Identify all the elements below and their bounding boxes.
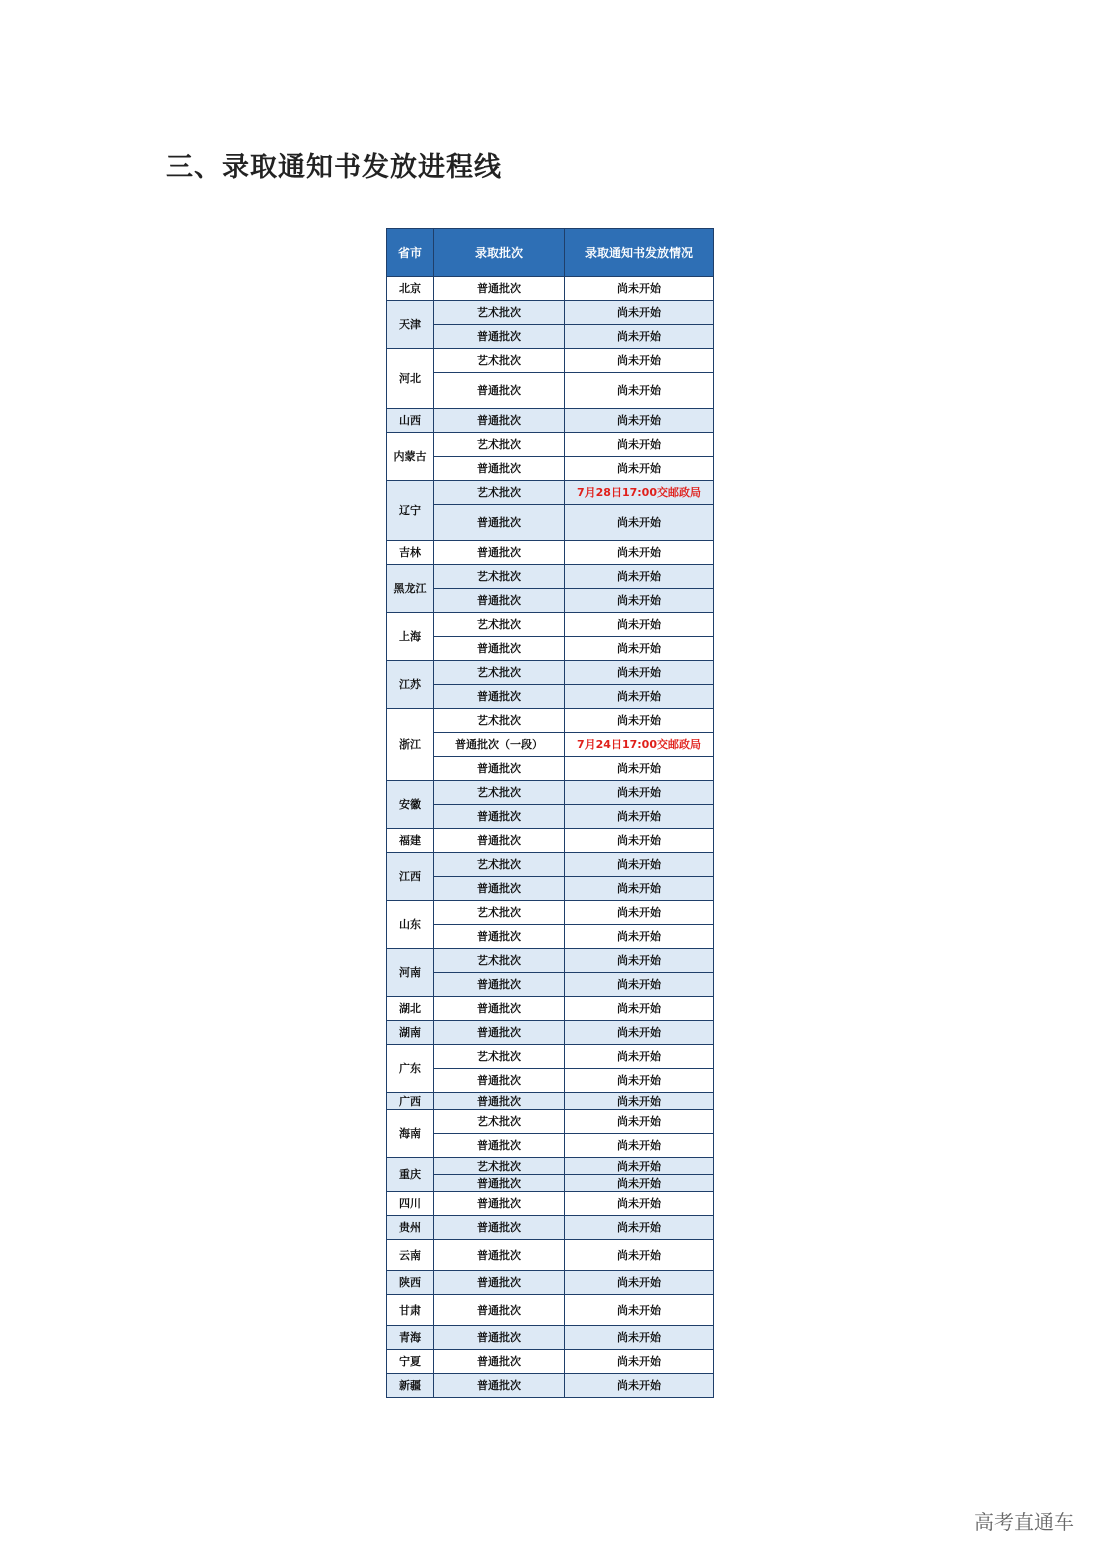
batch-cell: 普通批次 xyxy=(434,589,565,613)
batch-cell: 普通批次 xyxy=(434,1069,565,1093)
batch-cell: 普通批次 xyxy=(434,541,565,565)
status-cell: 尚未开始 xyxy=(565,637,714,661)
batch-cell: 普通批次 xyxy=(434,637,565,661)
province-cell: 福建 xyxy=(387,829,434,853)
table-row xyxy=(387,997,714,1021)
table-row xyxy=(387,349,714,373)
status-cell: 尚未开始 xyxy=(565,709,714,733)
status-cell: 尚未开始 xyxy=(565,853,714,877)
table-row xyxy=(387,1158,714,1175)
province-cell: 江苏 xyxy=(387,661,434,709)
batch-cell: 普通批次 xyxy=(434,457,565,481)
status-cell: 尚未开始 xyxy=(565,757,714,781)
footer-watermark: 高考直通车 xyxy=(974,1510,1074,1534)
table-row xyxy=(387,1192,714,1216)
table-row xyxy=(387,1326,714,1350)
status-cell: 尚未开始 xyxy=(565,409,714,433)
batch-cell: 艺术批次 xyxy=(434,1045,565,1069)
batch-cell: 普通批次 xyxy=(434,1175,565,1192)
header-status: 录取通知书发放情况 xyxy=(565,229,714,277)
status-cell: 尚未开始 xyxy=(565,457,714,481)
province-cell: 山西 xyxy=(387,409,434,433)
province-cell: 山东 xyxy=(387,901,434,949)
status-cell: 尚未开始 xyxy=(565,1240,714,1271)
batch-cell: 艺术批次 xyxy=(434,565,565,589)
table-row xyxy=(387,277,714,301)
batch-cell: 普通批次 xyxy=(434,973,565,997)
status-cell: 7月24日17:00交邮政局 xyxy=(565,733,714,757)
batch-cell: 艺术批次 xyxy=(434,481,565,505)
batch-cell: 普通批次 xyxy=(434,829,565,853)
table-row xyxy=(387,613,714,637)
batch-cell: 普通批次 xyxy=(434,373,565,409)
batch-cell: 普通批次 xyxy=(434,1350,565,1374)
province-cell: 新疆 xyxy=(387,1374,434,1398)
province-cell: 贵州 xyxy=(387,1216,434,1240)
batch-cell: 艺术批次 xyxy=(434,901,565,925)
table-row xyxy=(387,541,714,565)
batch-cell: 艺术批次 xyxy=(434,1158,565,1175)
batch-cell: 普通批次 xyxy=(434,277,565,301)
batch-cell: 普通批次 xyxy=(434,325,565,349)
status-cell: 尚未开始 xyxy=(565,1110,714,1134)
table-row xyxy=(387,1110,714,1134)
status-cell: 尚未开始 xyxy=(565,925,714,949)
table-row xyxy=(387,1350,714,1374)
status-cell: 尚未开始 xyxy=(565,1021,714,1045)
status-cell: 尚未开始 xyxy=(565,829,714,853)
status-cell: 尚未开始 xyxy=(565,661,714,685)
table-row xyxy=(387,949,714,973)
status-cell: 尚未开始 xyxy=(565,1326,714,1350)
batch-cell: 普通批次 xyxy=(434,997,565,1021)
table-row xyxy=(387,325,714,349)
province-cell: 北京 xyxy=(387,277,434,301)
batch-cell: 普通批次 xyxy=(434,685,565,709)
status-cell: 尚未开始 xyxy=(565,301,714,325)
table-row xyxy=(387,733,714,757)
status-cell: 7月28日17:00交邮政局 xyxy=(565,481,714,505)
table-row xyxy=(387,505,714,541)
province-cell: 四川 xyxy=(387,1192,434,1216)
table-row xyxy=(387,829,714,853)
province-cell: 安徽 xyxy=(387,781,434,829)
batch-cell: 普通批次 xyxy=(434,1295,565,1326)
province-cell: 陕西 xyxy=(387,1271,434,1295)
batch-cell: 艺术批次 xyxy=(434,853,565,877)
batch-cell: 普通批次 xyxy=(434,1271,565,1295)
table-row xyxy=(387,433,714,457)
batch-cell: 艺术批次 xyxy=(434,349,565,373)
province-cell: 内蒙古 xyxy=(387,433,434,481)
province-cell: 广东 xyxy=(387,1045,434,1093)
batch-cell: 普通批次 xyxy=(434,757,565,781)
batch-cell: 普通批次 xyxy=(434,925,565,949)
status-cell: 尚未开始 xyxy=(565,613,714,637)
table-row xyxy=(387,373,714,409)
table-row xyxy=(387,637,714,661)
table-row xyxy=(387,565,714,589)
table-row xyxy=(387,1271,714,1295)
status-cell: 尚未开始 xyxy=(565,1374,714,1398)
status-cell: 尚未开始 xyxy=(565,373,714,409)
status-cell: 尚未开始 xyxy=(565,565,714,589)
province-cell: 黑龙江 xyxy=(387,565,434,613)
table-row xyxy=(387,1295,714,1326)
table-body xyxy=(387,277,714,1398)
table-row xyxy=(387,409,714,433)
header-batch: 录取批次 xyxy=(434,229,565,277)
status-cell: 尚未开始 xyxy=(565,1216,714,1240)
batch-cell: 普通批次 xyxy=(434,1134,565,1158)
table-row xyxy=(387,1216,714,1240)
table-row xyxy=(387,925,714,949)
admission-notice-table xyxy=(386,228,714,1398)
province-cell: 云南 xyxy=(387,1240,434,1271)
province-cell: 辽宁 xyxy=(387,481,434,541)
batch-cell: 普通批次 xyxy=(434,1021,565,1045)
province-cell: 湖南 xyxy=(387,1021,434,1045)
batch-cell: 普通批次 xyxy=(434,877,565,901)
table-row xyxy=(387,1175,714,1192)
province-cell: 湖北 xyxy=(387,997,434,1021)
table-row xyxy=(387,1021,714,1045)
table-row xyxy=(387,457,714,481)
status-cell: 尚未开始 xyxy=(565,505,714,541)
batch-cell: 艺术批次 xyxy=(434,661,565,685)
status-cell: 尚未开始 xyxy=(565,349,714,373)
table-row xyxy=(387,781,714,805)
status-cell: 尚未开始 xyxy=(565,1175,714,1192)
status-cell: 尚未开始 xyxy=(565,1045,714,1069)
page-heading: 三、录取通知书发放进程线 xyxy=(166,152,502,183)
status-cell: 尚未开始 xyxy=(565,277,714,301)
table-row xyxy=(387,853,714,877)
table-row xyxy=(387,1134,714,1158)
header-province: 省市 xyxy=(387,229,434,277)
status-cell: 尚未开始 xyxy=(565,541,714,565)
province-cell: 青海 xyxy=(387,1326,434,1350)
status-cell: 尚未开始 xyxy=(565,949,714,973)
table-row xyxy=(387,901,714,925)
status-cell: 尚未开始 xyxy=(565,1350,714,1374)
table-row xyxy=(387,661,714,685)
status-cell: 尚未开始 xyxy=(565,1069,714,1093)
status-cell: 尚未开始 xyxy=(565,1158,714,1175)
status-cell: 尚未开始 xyxy=(565,325,714,349)
status-cell: 尚未开始 xyxy=(565,997,714,1021)
table-row xyxy=(387,1045,714,1069)
status-cell: 尚未开始 xyxy=(565,1295,714,1326)
province-cell: 河北 xyxy=(387,349,434,409)
province-cell: 上海 xyxy=(387,613,434,661)
status-cell: 尚未开始 xyxy=(565,973,714,997)
table-row xyxy=(387,1093,714,1110)
table-row xyxy=(387,685,714,709)
batch-cell: 普通批次 xyxy=(434,1374,565,1398)
batch-cell: 普通批次（一段） xyxy=(434,733,565,757)
batch-cell: 普通批次 xyxy=(434,1326,565,1350)
province-cell: 浙江 xyxy=(387,709,434,781)
province-cell: 宁夏 xyxy=(387,1350,434,1374)
status-cell: 尚未开始 xyxy=(565,1093,714,1110)
province-cell: 江西 xyxy=(387,853,434,901)
batch-cell: 普通批次 xyxy=(434,1240,565,1271)
status-cell: 尚未开始 xyxy=(565,685,714,709)
table-header-row xyxy=(387,229,714,277)
status-cell: 尚未开始 xyxy=(565,433,714,457)
batch-cell: 普通批次 xyxy=(434,805,565,829)
batch-cell: 艺术批次 xyxy=(434,613,565,637)
batch-cell: 艺术批次 xyxy=(434,301,565,325)
batch-cell: 普通批次 xyxy=(434,409,565,433)
status-cell: 尚未开始 xyxy=(565,589,714,613)
batch-cell: 普通批次 xyxy=(434,1093,565,1110)
table-row xyxy=(387,301,714,325)
province-cell: 海南 xyxy=(387,1110,434,1158)
batch-cell: 艺术批次 xyxy=(434,781,565,805)
table-row xyxy=(387,481,714,505)
table-row xyxy=(387,805,714,829)
batch-cell: 艺术批次 xyxy=(434,709,565,733)
status-cell: 尚未开始 xyxy=(565,805,714,829)
table-row xyxy=(387,1069,714,1093)
province-cell: 河南 xyxy=(387,949,434,997)
table-row xyxy=(387,757,714,781)
table-row xyxy=(387,877,714,901)
status-cell: 尚未开始 xyxy=(565,1271,714,1295)
batch-cell: 普通批次 xyxy=(434,1192,565,1216)
batch-cell: 普通批次 xyxy=(434,1216,565,1240)
status-cell: 尚未开始 xyxy=(565,1192,714,1216)
table-row xyxy=(387,589,714,613)
batch-cell: 艺术批次 xyxy=(434,1110,565,1134)
batch-cell: 艺术批次 xyxy=(434,949,565,973)
table-row xyxy=(387,973,714,997)
table-row xyxy=(387,1374,714,1398)
province-cell: 天津 xyxy=(387,301,434,349)
table-row xyxy=(387,1240,714,1271)
province-cell: 甘肃 xyxy=(387,1295,434,1326)
status-cell: 尚未开始 xyxy=(565,781,714,805)
province-cell: 重庆 xyxy=(387,1158,434,1192)
batch-cell: 艺术批次 xyxy=(434,433,565,457)
table-row xyxy=(387,709,714,733)
status-cell: 尚未开始 xyxy=(565,901,714,925)
province-cell: 吉林 xyxy=(387,541,434,565)
province-cell: 广西 xyxy=(387,1093,434,1110)
status-cell: 尚未开始 xyxy=(565,877,714,901)
batch-cell: 普通批次 xyxy=(434,505,565,541)
status-cell: 尚未开始 xyxy=(565,1134,714,1158)
